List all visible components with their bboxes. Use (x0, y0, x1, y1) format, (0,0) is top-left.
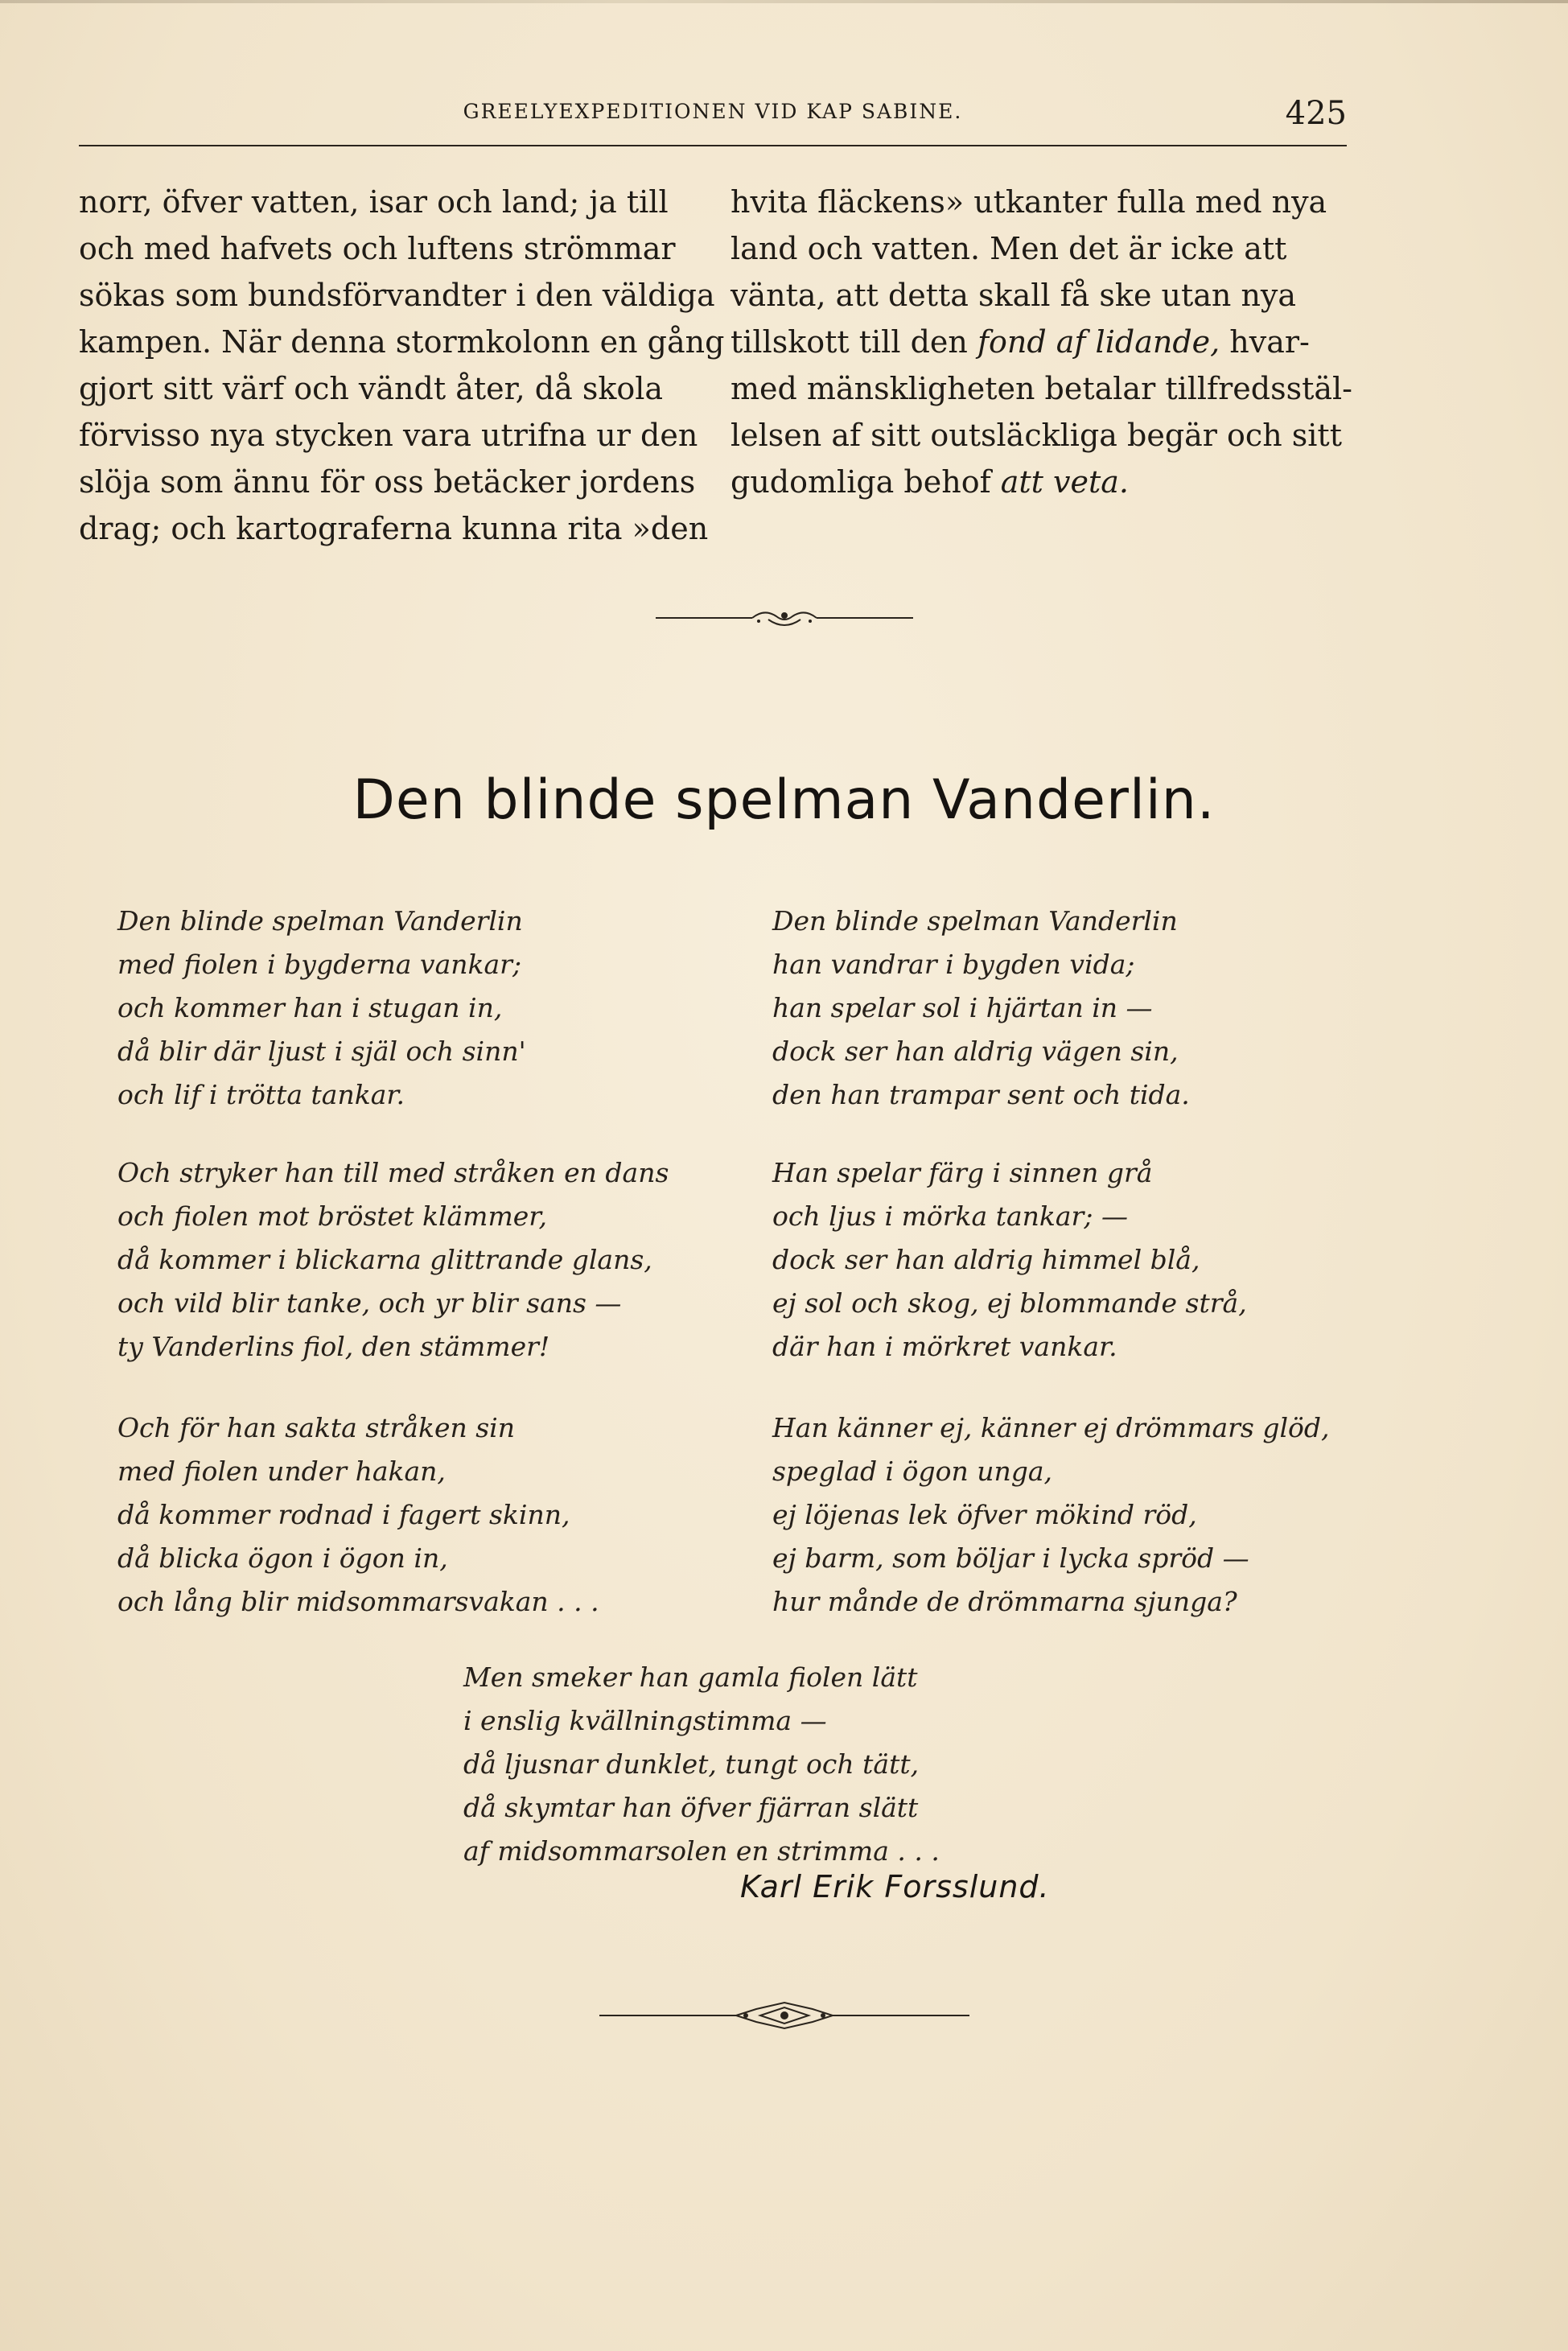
prose-text: tillskott till den (730, 324, 977, 360)
poem-author: Karl Erik Forsslund. (740, 1869, 1050, 1904)
verse-line: då blicka ögon i ögon in, (117, 1542, 448, 1574)
verse-line: dock ser han aldrig himmel blå, (772, 1244, 1200, 1275)
verse-line: speglad i ögon unga, (772, 1455, 1052, 1487)
italic-phrase: fond af lidande, (977, 324, 1220, 360)
verse-line: Och stryker han till med stråken en dans (117, 1157, 669, 1188)
verse-line: i enslig kvällningstimma — (463, 1705, 827, 1736)
prose-text: hvar- (1220, 324, 1310, 360)
verse-line: Den blinde spelman Vanderlin (117, 905, 523, 937)
ornament-tailpiece-icon (599, 1999, 969, 2032)
prose-line (730, 459, 1358, 505)
page-edge (0, 0, 1568, 3)
prose-line: lelsen af sitt outsläckliga begär och sitt (730, 418, 1342, 453)
ornament-divider-icon (656, 602, 913, 634)
page-header (79, 95, 1347, 146)
verse-line: dock ser han aldrig vägen sin, (772, 1036, 1179, 1067)
verse-line: Men smeker han gamla fiolen lätt (463, 1661, 918, 1693)
prose-line: hvita fläckens» utkanter fulla med nya (730, 184, 1327, 220)
verse-line: ej barm, som böljar i lycka spröd — (772, 1542, 1249, 1574)
stanza (772, 900, 1190, 1117)
prose-line: kampen. När denna stormkolonn en gång (79, 324, 725, 360)
verse-line: och ljus i mörka tankar; — (772, 1200, 1128, 1232)
stanza (117, 1151, 669, 1369)
prose-line: slöja som ännu för oss betäcker jordens (79, 464, 696, 500)
verse-line: med fiolen i bygderna vankar; (117, 949, 522, 980)
verse-line: han spelar sol i hjärtan in — (772, 992, 1153, 1023)
verse-line: ty Vanderlins fiol, den stämmer! (117, 1331, 550, 1362)
verse-line: och fiolen mot bröstet klämmer, (117, 1200, 547, 1232)
verse-line: med fiolen under hakan, (117, 1455, 446, 1487)
verse-line: då kommer i blickarna glittrande glans, (117, 1244, 652, 1275)
verse-line: då blir där ljust i själ och sinn' (117, 1036, 526, 1067)
verse-line: ej löjenas lek öfver mökind röd, (772, 1499, 1197, 1530)
verse-line: den han trampar sent och tida. (772, 1079, 1190, 1110)
verse-line: och vild blir tanke, och yr blir sans — (117, 1287, 622, 1319)
running-title: GREELYEXPEDITIONEN VID KAP SABINE. (463, 100, 963, 123)
stanza (117, 900, 526, 1117)
stanza (117, 1406, 599, 1624)
verse-line: Han känner ej, känner ej drömmars glöd, (772, 1412, 1330, 1443)
prose-line: och med hafvets och luftens strömmar (79, 231, 676, 266)
italic-phrase: att veta. (1000, 464, 1129, 500)
prose-line: vänta, att detta skall få ske utan nya (730, 278, 1297, 313)
prose-text: gudomliga behof (730, 464, 1001, 500)
prose-line: sökas som bundsförvandter i den väldiga (79, 278, 715, 313)
verse-line: då kommer rodnad i fagert skinn, (117, 1499, 570, 1530)
prose-line: med mänskligheten betalar tillfredsstäl- (730, 371, 1353, 406)
verse-line: och kommer han i stugan in, (117, 992, 503, 1023)
prose-right-column (730, 179, 1358, 505)
prose-line: förvisso nya stycken vara utrifna ur den (79, 418, 698, 453)
prose-line: gjort sitt värf och vändt åter, då skola (79, 371, 664, 406)
stanza (772, 1151, 1247, 1369)
verse-line: Den blinde spelman Vanderlin (772, 905, 1178, 937)
prose-line (730, 319, 1358, 365)
verse-line: och lif i trötta tankar. (117, 1079, 405, 1110)
verse-line: Han spelar färg i sinnen grå (772, 1157, 1153, 1188)
verse-line: då skymtar han öfver fjärran slätt (463, 1792, 919, 1823)
prose-line: drag; och kartograferna kunna rita »den (79, 511, 709, 546)
poem-title: Den blinde spelman Vanderlin. (352, 768, 1216, 832)
page-number: 425 (1285, 95, 1347, 132)
verse-line: och lång blir midsommarsvakan . . . (117, 1586, 599, 1617)
stanza (463, 1656, 940, 1873)
verse-line: där han i mörkret vankar. (772, 1331, 1117, 1362)
stanza (772, 1406, 1330, 1624)
prose-left-column (79, 179, 725, 552)
verse-line: Och för han sakta stråken sin (117, 1412, 515, 1443)
verse-line: hur månde de drömmarna sjunga? (772, 1586, 1237, 1617)
verse-line: ej sol och skog, ej blommande strå, (772, 1287, 1247, 1319)
prose-line: land och vatten. Men det är icke att (730, 231, 1287, 266)
verse-line: då ljusnar dunklet, tungt och tätt, (463, 1748, 920, 1780)
verse-line: af midsommarsolen en strimma . . . (463, 1835, 940, 1867)
prose-line: norr, öfver vatten, isar och land; ja till (79, 184, 669, 220)
verse-line: han vandrar i bygden vida; (772, 949, 1135, 980)
